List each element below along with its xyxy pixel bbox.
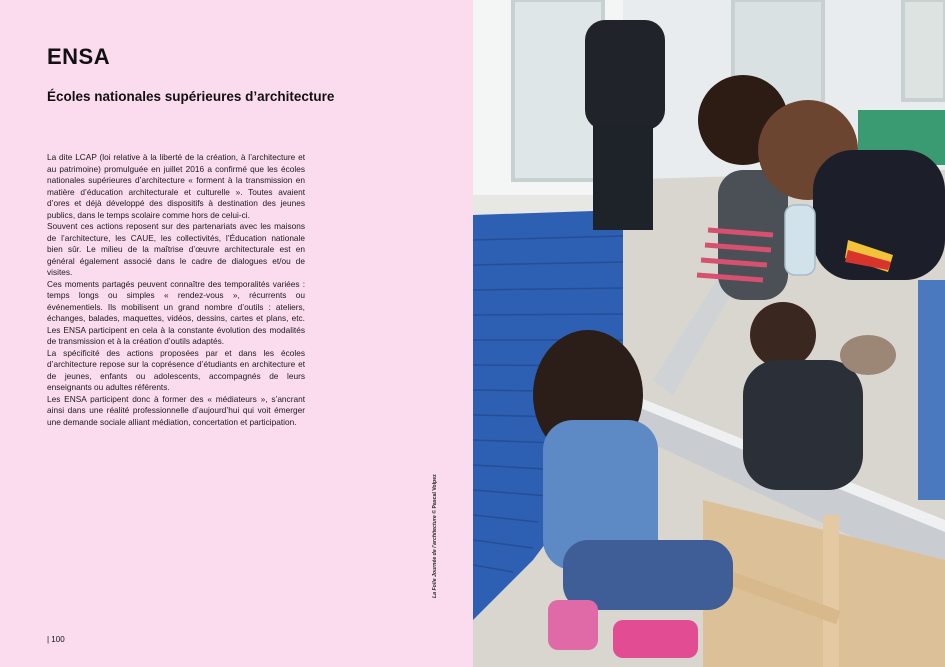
body-paragraph: Les ENSA participent donc à former des « médiateurs », s’ancrant ainsi dans une réalité professionnelle d’aujourd’hui qui voit émerger une demande sociale alliant médiation, concertation et participation. (47, 393, 305, 427)
page-title: ENSA (47, 44, 111, 69)
body-paragraph: La dite LCAP (loi relative à la liberté de la création, à l’architecture et au patrimoine) promulguée en juillet 2016 a confirmé que les écoles nationales supérieures d’architecture « forment à la transmission en matière d’éducation architecturale et culturelle ». Toutes avaient d’ores et déjà développé des dispositifs à destination des jeunes publics, dans le temps scolaire comme hors de celui-ci. (47, 152, 305, 220)
page-number: | 100 (47, 635, 65, 644)
body-paragraph: Souvent ces actions reposent sur des partenariats avec les maisons de l’architecture, les CAUE, les collectivités, l’Éducation nationale bien sûr. Le milieu de la maîtrise d’œuvre architecturale est en général également associé dans le cadre de dialogues et/ou de visites. (47, 221, 305, 277)
body-text (47, 152, 305, 428)
workshop-photo (473, 0, 945, 667)
page-subtitle: Écoles nationales supérieures d’architecture (47, 89, 335, 104)
body-paragraph: Ces moments partagés peuvent connaître des temporalités variées : temps longs ou simples « rendez-vous », récurrents ou événementiels. Ils mobilisent un grand nombre d’outils : ateliers, échanges, balades, maquettes, vidéos, dessins, cartes et plans, etc. Les ENSA participent en cela à la constante évolution des modalités de transmission et à la création d’outils adaptés. (47, 278, 305, 346)
photo-credit-event: La Folle Journée de l’architecture (432, 515, 438, 598)
body-paragraph: La spécificité des actions proposées par et dans les écoles d’architecture repose sur la coprésence d’étudiants en architecture et de jeunes, enfants ou adolescents, accompagnés de leurs enseignants ou adultes référents. (47, 347, 305, 392)
photo-credit-author: © Pascal Volpez (432, 474, 438, 516)
photo-image (473, 0, 945, 667)
photo-credit (432, 474, 438, 598)
